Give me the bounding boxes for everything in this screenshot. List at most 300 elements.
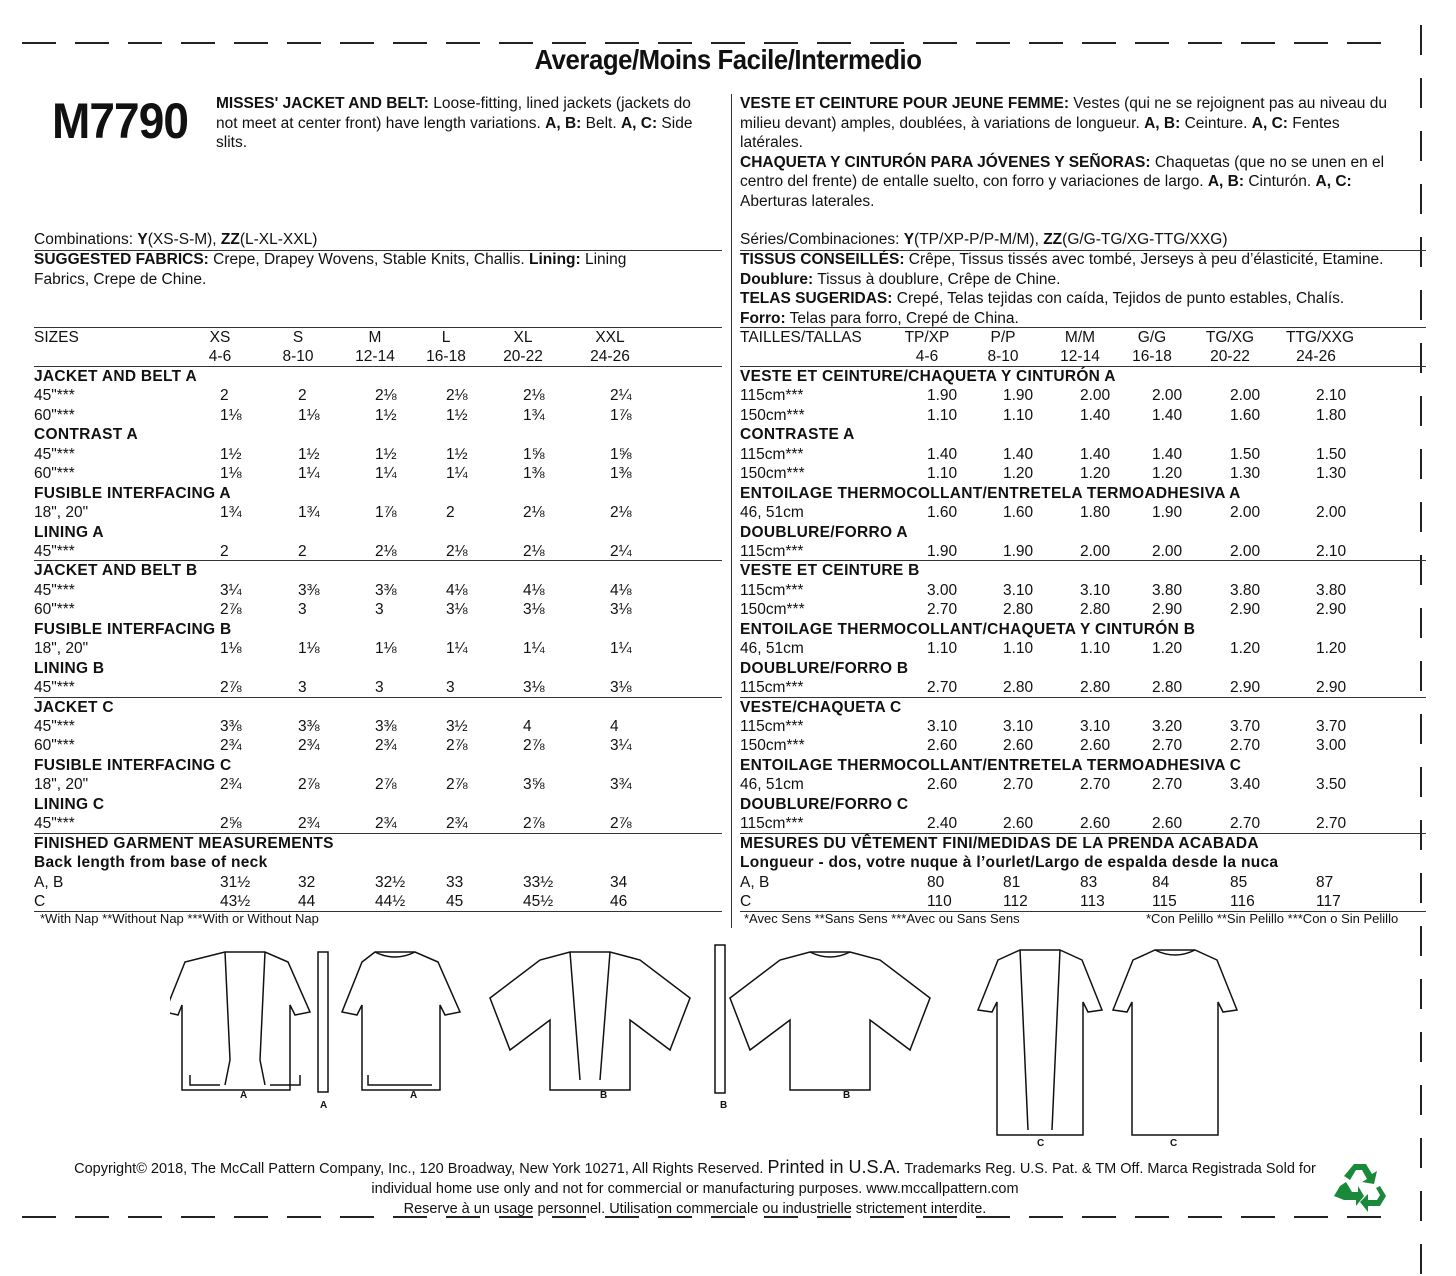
jacket-c-back-drawing xyxy=(1113,950,1237,1135)
yardage-value: 3⅛ xyxy=(446,601,468,619)
fabrics-label: TELAS SUGERIDAS: xyxy=(740,290,893,307)
yardage-value: 3⅛ xyxy=(523,601,545,619)
yardage-value: 2.10 xyxy=(1316,542,1347,560)
fabric-width-label: 18", 20" xyxy=(34,776,89,794)
fabric-width-label: 115cm*** xyxy=(740,718,804,735)
cut-line-dash xyxy=(1420,714,1422,744)
nap-footnote-fr: *Avec Sens **Sans Sens ***Avec ou Sans Sens xyxy=(744,911,1020,926)
yardage-value: 2¼ xyxy=(610,387,632,405)
belt-a-drawing xyxy=(318,952,328,1092)
description-text: Vestes (qui ne se rejoignent pas au niveau du xyxy=(1068,95,1387,112)
yardage-value: 1.40 xyxy=(1003,445,1034,463)
table-section-heading: MESURES DU VÊTEMENT FINI/MEDIDAS DE LA PRENDA ACABADA xyxy=(740,834,1259,852)
nap-footnote-es: *Con Pelillo **Sin Pelillo ***Con o Sin Pelillo xyxy=(1146,911,1399,926)
yardage-value: 1½ xyxy=(220,445,242,463)
fabric-width-label: 115cm*** xyxy=(740,581,804,599)
yardage-value: 2.80 xyxy=(1003,601,1034,619)
yardage-value: 2.60 xyxy=(1080,737,1111,755)
cut-line-dash xyxy=(1420,343,1422,373)
recycle-icon xyxy=(1332,1160,1388,1212)
yardage-value: 2.90 xyxy=(1316,601,1347,619)
fabric-width-label: 18", 20" xyxy=(34,504,89,522)
fabric-width-label: 60"*** xyxy=(34,406,75,424)
yardage-value: 112 xyxy=(1003,893,1028,911)
yardage-value: 1⅜ xyxy=(610,465,632,483)
sizes-header: TAILLES/TALLAS xyxy=(740,329,862,346)
yardage-value: 1¾ xyxy=(220,504,242,522)
description-text: not meet at center front) have length variations. xyxy=(216,114,546,132)
tissus-conseilles xyxy=(740,250,1430,328)
belt-b-drawing xyxy=(715,945,725,1093)
yardage-value: 2.70 xyxy=(1316,815,1347,833)
yardage-value: 1.90 xyxy=(1152,504,1183,522)
yardage-value: 2.80 xyxy=(1152,679,1183,697)
cut-line-dash xyxy=(1420,979,1422,1009)
table-section-heading: LINING C xyxy=(34,795,105,813)
table-section-heading: VESTE/CHAQUETA C xyxy=(740,698,902,716)
jacket-c-front-drawing xyxy=(978,950,1102,1135)
yardage-value: 2¼ xyxy=(610,542,632,560)
table-section-heading: JACKET C xyxy=(34,698,114,716)
yardage-value: 32½ xyxy=(375,873,406,891)
yardage-value: 2⅞ xyxy=(523,815,545,833)
cut-line-dash xyxy=(1420,1191,1422,1221)
yardage-value: 2.60 xyxy=(927,737,958,755)
yardage-value: 2.00 xyxy=(1080,387,1111,405)
combination-sizes: (XS-S-M), xyxy=(147,231,221,248)
yardage-value: 2¾ xyxy=(298,737,320,755)
table-section-heading: CONTRASTE A xyxy=(740,426,855,444)
yardage-value: 2⅛ xyxy=(375,542,397,560)
yardage-value: 3.80 xyxy=(1316,581,1347,599)
yardage-value: 2⅛ xyxy=(446,387,468,405)
fabric-width-label: 60"*** xyxy=(34,465,75,483)
size-column-header: XXL xyxy=(595,329,625,346)
yardage-value: 2⅛ xyxy=(523,504,545,522)
yardage-value: 2 xyxy=(446,504,455,522)
yardage-value: 1.10 xyxy=(1080,640,1111,658)
yardage-value: 1⅜ xyxy=(523,465,545,483)
fabrics-text: Crepe, Drapey Wovens, Stable Knits, Challis. xyxy=(208,251,530,268)
yardage-value: 2.70 xyxy=(927,601,958,619)
yardage-value: 44½ xyxy=(375,893,406,911)
yardage-value: 32 xyxy=(298,873,316,891)
size-range: 24-26 xyxy=(590,348,630,366)
yardage-value: 2⅛ xyxy=(610,504,632,522)
table-section-heading: ENTOILAGE THERMOCOLLANT/ENTRETELA TERMOADHESIVA A xyxy=(740,484,1241,502)
yardage-value: 3 xyxy=(298,679,307,697)
cut-line-dash xyxy=(1420,1085,1422,1115)
size-range: 16-18 xyxy=(426,348,466,366)
yardage-value: 1¼ xyxy=(610,640,632,658)
fabric-width-label: 115cm*** xyxy=(740,679,804,697)
yardage-value: 45½ xyxy=(523,893,554,911)
yardage-value: 113 xyxy=(1080,893,1105,911)
fabric-width-label: 60"*** xyxy=(34,601,75,619)
yardage-value: 1⅛ xyxy=(220,406,242,424)
yardage-value: 2.00 xyxy=(1152,387,1183,405)
yardage-value: 3⅜ xyxy=(298,581,320,599)
yardage-value: 2.00 xyxy=(1230,542,1261,560)
sizes-header: SIZES xyxy=(34,329,79,346)
yardage-value: 2.70 xyxy=(1080,776,1111,794)
size-range: 20-22 xyxy=(503,348,543,366)
fabric-width-label: 46, 51cm xyxy=(740,776,804,794)
table-section-heading: FUSIBLE INTERFACING B xyxy=(34,620,232,638)
copyright-text: Copyright© 2018, The McCall Pattern Company, Inc., 120 Broadway, New York 10271, All Rights Reserved. xyxy=(74,1161,768,1177)
table-section-heading: ENTOILAGE THERMOCOLLANT/CHAQUETA Y CINTURÓN B xyxy=(740,620,1196,638)
fabric-width-label: 45"*** xyxy=(34,679,75,697)
yardage-value: 1⅞ xyxy=(610,406,632,424)
yardage-value: 1.20 xyxy=(1152,465,1183,483)
size-column-header: M/M xyxy=(1064,329,1096,346)
view-label: B xyxy=(600,1090,608,1101)
yardage-value: 87 xyxy=(1316,873,1334,891)
view-label: A xyxy=(410,1090,418,1101)
yardage-value: 3.00 xyxy=(927,581,958,599)
table-section-heading: DOUBLURE/FORRO A xyxy=(740,523,908,541)
yardage-value: 1⅝ xyxy=(523,445,545,463)
yardage-value: 2.10 xyxy=(1316,387,1347,405)
yardage-value: 2 xyxy=(220,387,229,405)
yardage-value: 3.40 xyxy=(1230,776,1261,794)
yardage-value: 1¼ xyxy=(375,465,397,483)
size-column-header: XS xyxy=(209,329,231,346)
fabric-width-label: 115cm*** xyxy=(740,445,804,463)
cut-line-dash xyxy=(1420,661,1422,691)
yardage-value: 1.90 xyxy=(927,542,958,560)
fabric-width-label: 150cm*** xyxy=(740,465,805,483)
cut-line-dash xyxy=(1420,926,1422,956)
cut-line-dash xyxy=(1420,608,1422,638)
cut-line-dash xyxy=(1420,396,1422,426)
yardage-value: 2⅛ xyxy=(523,387,545,405)
yardage-value: 2.70 xyxy=(1152,737,1183,755)
table-section-heading: Back length from base of neck xyxy=(34,854,268,872)
yardage-value: 1⅛ xyxy=(298,640,320,658)
yardage-value: 2.60 xyxy=(1003,737,1034,755)
lining-label: Lining: xyxy=(529,251,581,268)
description-text: latérales. xyxy=(740,134,803,151)
description-text: Belt. xyxy=(581,114,621,132)
lining-label: Doublure: xyxy=(740,270,814,288)
yardage-value: 3⅝ xyxy=(523,776,545,794)
yardage-value: 1.60 xyxy=(1230,406,1261,424)
lining-text: Lining xyxy=(580,251,627,268)
yardage-value: 2⅝ xyxy=(220,815,242,833)
yardage-value: 2.00 xyxy=(1230,504,1261,522)
pattern-number: M7790 xyxy=(52,93,189,149)
yardage-value: 1⅝ xyxy=(610,445,632,463)
combination-code: Y xyxy=(137,231,148,248)
yardage-value: 3½ xyxy=(446,718,468,735)
table-section-heading: ENTOILAGE THERMOCOLLANT/ENTRETELA TERMOADHESIVA C xyxy=(740,756,1242,774)
yardage-value: 2.60 xyxy=(927,776,958,794)
yardage-value: 1⅛ xyxy=(220,465,242,483)
yardage-value: 1⅞ xyxy=(375,504,397,522)
yardage-value: 3.10 xyxy=(1080,581,1111,599)
fabric-width-label: 150cm*** xyxy=(740,737,805,755)
trademark-text: Trademarks Reg. U.S. Pat. & TM Off. Marca Registrada Sold for xyxy=(900,1161,1316,1177)
series-line xyxy=(740,230,1227,250)
yardage-value: 2 xyxy=(220,542,229,560)
yardage-value: 3⅛ xyxy=(610,601,632,619)
yardage-value: 1.40 xyxy=(1152,406,1183,424)
size-column-header: TG/XG xyxy=(1205,329,1255,346)
yardage-value: 3¾ xyxy=(610,776,632,794)
yardage-value: 2¾ xyxy=(298,815,320,833)
description-text: Loose-fitting, lined jackets (jackets do xyxy=(428,95,691,112)
fabric-width-label: C xyxy=(34,893,46,911)
yardage-value: 3.80 xyxy=(1152,581,1183,599)
yardage-value: 1.10 xyxy=(927,465,958,483)
yardage-value: 1.30 xyxy=(1316,465,1347,483)
table-section-heading: Longueur - dos, votre nuque à l’ourlet/Largo de espalda desde la nuca xyxy=(740,854,1279,872)
fabric-width-label: A, B xyxy=(34,873,64,891)
yardage-value: 46 xyxy=(610,893,628,911)
size-column-header: XL xyxy=(513,329,533,346)
yardage-value: 2.40 xyxy=(927,815,958,833)
yardage-value: 31½ xyxy=(220,873,251,891)
yardage-value: 1.90 xyxy=(1003,542,1034,560)
fabric-width-label: 60"*** xyxy=(34,737,75,755)
yardage-value: 2⅞ xyxy=(523,737,545,755)
yardage-value: 2.60 xyxy=(1152,815,1183,833)
view-label: B xyxy=(720,1100,728,1111)
yardage-value: 1.30 xyxy=(1230,465,1261,483)
size-column-header: TP/XP xyxy=(904,329,950,346)
cut-line-dash xyxy=(1420,449,1422,479)
fabric-width-label: 45"*** xyxy=(34,581,75,599)
yardage-value: 2⅞ xyxy=(610,815,632,833)
yardage-value: 3⅛ xyxy=(610,679,632,697)
jacket-a-front-drawing xyxy=(170,952,310,1090)
combinations-line xyxy=(34,230,317,250)
yardage-value: 1.40 xyxy=(1080,445,1111,463)
nap-footnote: *With Nap **Without Nap ***With or Without Nap xyxy=(40,911,319,926)
yardage-value: 2¾ xyxy=(220,776,242,794)
fabric-width-label: 150cm*** xyxy=(740,601,805,619)
yardage-value: 1.90 xyxy=(1003,387,1034,405)
size-range: 8-10 xyxy=(282,348,314,366)
yardage-value: 33½ xyxy=(523,873,554,891)
yardage-value: 1.60 xyxy=(927,504,958,522)
view-label: C xyxy=(1170,1138,1178,1149)
size-column-header: TTG/XXG xyxy=(1286,329,1355,346)
cut-line-dash xyxy=(1420,767,1422,797)
yardage-value: 1⅛ xyxy=(375,640,397,658)
table-section-heading: JACKET AND BELT B xyxy=(34,562,198,580)
yardage-value: 1.50 xyxy=(1230,445,1261,463)
description-label: CHAQUETA Y CINTURÓN PARA JÓVENES Y SEÑORAS: xyxy=(740,153,1151,171)
yardage-value: 1¼ xyxy=(446,465,468,483)
table-section-heading: JACKET AND BELT A xyxy=(34,367,197,385)
yardage-value: 2¾ xyxy=(446,815,468,833)
usage-text: individual home use only and not for commercial or manufacturing purposes. www.mccallpattern.com xyxy=(371,1181,1019,1197)
fabric-width-label: 45"*** xyxy=(34,542,75,560)
yardage-value: 2.00 xyxy=(1316,504,1347,522)
yardage-value: 2⅞ xyxy=(220,601,242,619)
table-section-heading: DOUBLURE/FORRO B xyxy=(740,659,909,677)
fabric-width-label: C xyxy=(740,893,752,911)
view-ref: A, C: xyxy=(1315,173,1352,190)
yardage-value: 3⅜ xyxy=(375,581,397,599)
cut-line-dash xyxy=(1420,1244,1422,1274)
yardage-value: 1.20 xyxy=(1080,465,1111,483)
french-spanish-description xyxy=(740,94,1430,211)
fabric-width-label: 115cm*** xyxy=(740,815,804,833)
table-section-heading: CONTRAST A xyxy=(34,426,139,444)
size-range: 4-6 xyxy=(915,348,939,366)
yardage-value: 2⅛ xyxy=(375,387,397,405)
yardage-value: 116 xyxy=(1230,893,1255,911)
size-range: 8-10 xyxy=(987,348,1019,366)
yardage-value: 2⅞ xyxy=(220,679,242,697)
combinations-label: Combinations: xyxy=(34,231,138,248)
cut-line-dash xyxy=(1420,820,1422,850)
yardage-value: 3¼ xyxy=(220,581,242,599)
size-range: 24-26 xyxy=(1296,348,1336,366)
yardage-value: 85 xyxy=(1230,873,1248,891)
view-label: A xyxy=(240,1090,248,1101)
lining-label: Forro: xyxy=(740,309,786,327)
yardage-value: 80 xyxy=(927,873,945,891)
english-description xyxy=(216,94,722,153)
yardage-value: 3.00 xyxy=(1316,737,1347,755)
yardage-value: 1½ xyxy=(375,445,397,463)
yardage-value: 3⅜ xyxy=(375,718,397,735)
yardage-value: 1⅛ xyxy=(220,640,242,658)
size-range: 12-14 xyxy=(355,348,395,366)
size-range: 4-6 xyxy=(208,348,232,366)
yardage-value: 2.90 xyxy=(1316,679,1347,697)
fabric-width-label: 45"*** xyxy=(34,445,75,463)
yardage-value: 1.10 xyxy=(1003,640,1034,658)
size-range: 20-22 xyxy=(1210,348,1250,366)
yardage-value: 1½ xyxy=(446,445,468,463)
yardage-value: 1½ xyxy=(446,406,468,424)
yardage-value: 2.70 xyxy=(1152,776,1183,794)
yardage-value: 1½ xyxy=(375,406,397,424)
yardage-value: 3¼ xyxy=(610,737,632,755)
yardage-value: 3.70 xyxy=(1230,718,1261,735)
fabric-width-label: 115cm*** xyxy=(740,542,804,560)
yardage-value: 2⅞ xyxy=(298,776,320,794)
view-ref: A, B: xyxy=(545,114,582,132)
view-label: C xyxy=(1037,1138,1045,1149)
yardage-value: 1.10 xyxy=(1003,406,1034,424)
yardage-value: 33 xyxy=(446,873,464,891)
yardage-value: 3.10 xyxy=(1003,581,1034,599)
yardage-value: 3⅜ xyxy=(298,718,320,735)
yardage-value: 2⅞ xyxy=(446,737,468,755)
fabric-width-label: A, B xyxy=(740,873,770,891)
size-column-header: P/P xyxy=(990,329,1016,346)
fabric-width-label: 45"*** xyxy=(34,815,75,833)
yardage-value: 2.00 xyxy=(1080,542,1111,560)
jacket-a-back-drawing xyxy=(342,952,460,1090)
yardage-value: 2.80 xyxy=(1003,679,1034,697)
yardage-value: 3.20 xyxy=(1152,718,1183,735)
yardage-value: 2 xyxy=(298,387,307,405)
table-section-heading: FUSIBLE INTERFACING C xyxy=(34,756,232,774)
size-range: 16-18 xyxy=(1132,348,1172,366)
yardage-value: 81 xyxy=(1003,873,1021,891)
yardage-value: 34 xyxy=(610,873,628,891)
description-text: Ceinture. xyxy=(1180,114,1252,132)
cut-line-dash xyxy=(1420,1138,1422,1168)
yardage-value: 2.70 xyxy=(927,679,958,697)
yardage-value: 2¾ xyxy=(375,737,397,755)
yardage-value: 4 xyxy=(523,718,532,735)
yardage-value: 3.80 xyxy=(1230,581,1261,599)
yardage-value: 1¾ xyxy=(298,504,320,522)
yardage-value: 2.90 xyxy=(1230,601,1261,619)
yardage-value: 2 xyxy=(298,542,307,560)
yardage-value: 2.00 xyxy=(1230,387,1261,405)
table-section-heading: FINISHED GARMENT MEASUREMENTS xyxy=(34,834,334,852)
table-section-heading: DOUBLURE/FORRO C xyxy=(740,795,909,813)
yardage-value: 1¾ xyxy=(523,406,545,424)
size-column-header: S xyxy=(292,329,304,346)
yardage-value: 1⅛ xyxy=(298,406,320,424)
yardage-value: 3 xyxy=(446,679,455,697)
yardage-value: 3.10 xyxy=(927,718,958,735)
description-text: Side xyxy=(657,114,693,132)
table-section-heading: VESTE ET CEINTURE/CHAQUETA Y CINTURÓN A xyxy=(740,367,1116,385)
yardage-value: 2⅛ xyxy=(523,542,545,560)
yardage-value: 83 xyxy=(1080,873,1098,891)
yardage-value: 3⅛ xyxy=(523,679,545,697)
size-range: 12-14 xyxy=(1060,348,1100,366)
yardage-value: 110 xyxy=(927,893,952,911)
yardage-value: 2.70 xyxy=(1230,737,1261,755)
description-text: milieu devant) amples, doublées, à variations de longueur. xyxy=(740,114,1145,132)
yardage-value: 4⅛ xyxy=(610,581,632,599)
yardage-value: 1.10 xyxy=(927,640,958,658)
lining-text: Tissus à doublure, Crêpe de Chine. xyxy=(813,270,1061,288)
description-text: Chaquetas (que no se unen en el xyxy=(1150,153,1385,171)
yardage-value: 3 xyxy=(298,601,307,619)
yardage-value: 84 xyxy=(1152,873,1170,891)
yardage-value: 1.10 xyxy=(927,406,958,424)
view-ref: A, B: xyxy=(1144,114,1181,132)
cut-line-dash xyxy=(1420,873,1422,903)
yardage-value: 2.60 xyxy=(1003,815,1034,833)
view-ref: A, B: xyxy=(1207,173,1245,190)
yardage-value: 2⅛ xyxy=(446,542,468,560)
yardage-value: 3 xyxy=(375,679,384,697)
column-divider xyxy=(731,94,732,928)
yardage-value: 1.50 xyxy=(1316,445,1347,463)
yardage-value: 45 xyxy=(446,893,464,911)
yardage-value: 1.40 xyxy=(1080,406,1111,424)
yardage-value: 3.10 xyxy=(1003,718,1034,735)
size-column-header: L xyxy=(441,329,451,346)
view-ref: A, C: xyxy=(1251,114,1288,132)
yardage-value: 2⅞ xyxy=(446,776,468,794)
yardage-value: 2.80 xyxy=(1080,679,1111,697)
yardage-value: 43½ xyxy=(220,893,251,911)
yardage-value: 1.20 xyxy=(1003,465,1034,483)
description-text: centro del frente) de entalle suelto, con forro y variaciones de largo. xyxy=(740,173,1208,190)
fabrics-label: TISSUS CONSEILLÉS: xyxy=(740,251,905,268)
description-text: Fentes xyxy=(1287,114,1340,132)
yardage-value: 4 xyxy=(610,718,619,735)
yardage-value: 1¼ xyxy=(298,465,320,483)
description-label: VESTE ET CEINTURE POUR JEUNE FEMME: xyxy=(740,95,1069,112)
jacket-b-front-drawing xyxy=(490,952,690,1090)
